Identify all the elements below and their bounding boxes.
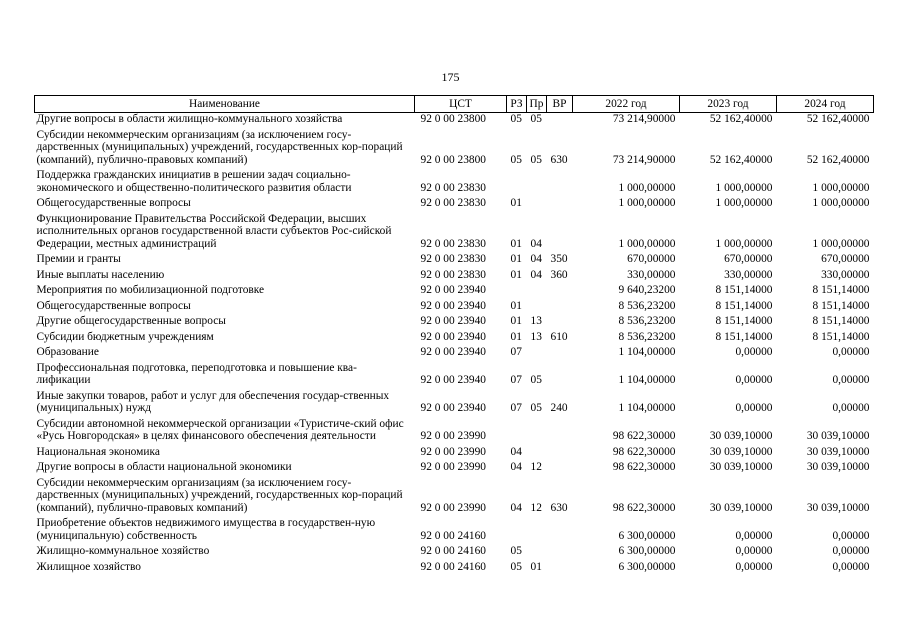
cell-rz — [507, 166, 527, 194]
cell-2024: 8 151,14000 — [812, 315, 870, 327]
cell-2023: 30 039,10000 — [709, 430, 773, 442]
cell-vr — [547, 542, 573, 558]
cell-vr: 360 — [550, 268, 568, 281]
cell-pr: 05 — [530, 374, 542, 386]
cell-cst: 92 0 00 23990 — [420, 445, 486, 458]
cell-2022: 6 300,00000 — [618, 545, 676, 557]
cell-pr — [527, 281, 547, 297]
cell-rz: 04 — [510, 461, 522, 473]
cell-pr — [527, 194, 547, 210]
table-row — [35, 558, 874, 574]
cell-2023: 0,00000 — [735, 374, 773, 386]
cell-rz: 01 — [510, 197, 522, 209]
cell-pr: 12 — [530, 501, 542, 514]
cell-rz: 05 — [510, 560, 522, 573]
cell-2022: 98 622,30000 — [612, 430, 676, 442]
header-rz: РЗ — [507, 96, 527, 113]
cell-2022: 330,00000 — [627, 268, 676, 281]
cell-name: Национальная экономика — [36, 445, 160, 458]
cell-2022: 6 300,00000 — [618, 529, 676, 542]
cell-2024: 1 000,00000 — [812, 237, 870, 250]
cell-pr: 13 — [530, 330, 542, 343]
cell-vr — [547, 415, 573, 443]
cell-vr — [547, 166, 573, 194]
table-row — [35, 297, 874, 313]
cell-rz: 07 — [510, 402, 522, 414]
table-row — [35, 194, 874, 210]
cell-name: Другие общегосударственные вопросы — [36, 315, 226, 327]
cell-2022: 73 214,90000 — [612, 113, 676, 125]
cell-2023: 0,00000 — [735, 529, 773, 542]
table-row — [35, 359, 874, 387]
cell-cst: 92 0 00 23830 — [420, 253, 486, 265]
cell-vr — [547, 343, 573, 359]
cell-2024: 0,00000 — [832, 560, 870, 573]
cell-2023: 30 039,10000 — [709, 445, 773, 458]
cell-rz: 05 — [510, 545, 522, 557]
cell-cst: 92 0 00 23990 — [420, 461, 486, 473]
header-2022: 2022 год — [573, 96, 680, 113]
table-row — [35, 443, 874, 459]
cell-name: Образование — [36, 346, 99, 358]
table-row — [35, 542, 874, 558]
cell-vr — [547, 210, 573, 251]
cell-pr: 04 — [530, 237, 542, 250]
cell-cst: 92 0 00 24160 — [420, 560, 486, 573]
cell-vr: 610 — [550, 330, 568, 343]
header-2024: 2024 год — [777, 96, 874, 113]
cell-vr — [547, 558, 573, 574]
cell-name: Субсидии бюджетным учреждениям — [36, 330, 214, 343]
cell-pr — [527, 343, 547, 359]
cell-pr — [527, 542, 547, 558]
cell-2024: 52 162,40000 — [806, 113, 870, 125]
cell-2023: 330,00000 — [724, 268, 773, 281]
table-row — [35, 266, 874, 282]
table-row — [35, 343, 874, 359]
cell-vr — [547, 297, 573, 313]
cell-cst: 92 0 00 23990 — [420, 501, 486, 514]
cell-rz: 04 — [510, 445, 522, 458]
header-name: Наименование — [35, 96, 415, 113]
header-2023: 2023 год — [680, 96, 777, 113]
cell-2024: 30 039,10000 — [806, 501, 870, 514]
table-header-row — [35, 96, 874, 113]
cell-2023: 52 162,40000 — [709, 153, 773, 166]
cell-pr: 12 — [530, 461, 542, 473]
cell-2023: 30 039,10000 — [709, 461, 773, 473]
table-row — [35, 387, 874, 415]
cell-pr — [527, 415, 547, 443]
cell-2024: 670,00000 — [821, 253, 870, 265]
cell-vr — [547, 312, 573, 328]
cell-name: Поддержка гражданских инициатив в решении задач социально-экономического и общественно-политического развития области — [36, 169, 352, 194]
cell-rz: 01 — [510, 315, 522, 327]
table-row — [35, 166, 874, 194]
header-cst: ЦСТ — [415, 96, 507, 113]
cell-2023: 8 151,14000 — [715, 299, 773, 312]
cell-2022: 670,00000 — [627, 253, 676, 265]
cell-pr — [527, 297, 547, 313]
cell-name: Другие вопросы в области жилищно-коммунального хозяйства — [36, 113, 343, 125]
cell-rz — [507, 415, 527, 443]
cell-rz: 01 — [510, 330, 522, 343]
table-row — [35, 312, 874, 328]
cell-pr: 04 — [530, 253, 542, 265]
page-number: 175 — [441, 70, 460, 84]
cell-2023: 8 151,14000 — [715, 284, 773, 296]
cell-2024: 0,00000 — [832, 346, 870, 358]
cell-cst: 92 0 00 23990 — [420, 430, 486, 442]
cell-pr: 01 — [530, 560, 542, 573]
cell-name: Премии и гранты — [36, 253, 121, 265]
cell-name: Субсидии некоммерческим организациям (за исключением госу-дарственных (муниципальных) учреждений, государственных кор-пораций (компаний), публично-правовых компаний) — [36, 476, 403, 514]
cell-cst: 92 0 00 23940 — [420, 374, 486, 386]
cell-cst: 92 0 00 23830 — [420, 181, 486, 194]
cell-2023: 1 000,00000 — [715, 181, 773, 194]
cell-pr: 05 — [530, 153, 542, 166]
cell-2022: 1 000,00000 — [618, 197, 676, 209]
cell-name: Общегосударственные вопросы — [36, 299, 191, 312]
cell-cst: 92 0 00 23830 — [420, 197, 486, 209]
cell-name: Профессиональная подготовка, переподготовка и повышение ква-лификации — [36, 361, 357, 386]
cell-2022: 8 536,23200 — [618, 330, 676, 343]
cell-rz: 04 — [510, 501, 522, 514]
cell-vr — [547, 281, 573, 297]
table-row — [35, 126, 874, 167]
cell-rz: 05 — [510, 113, 522, 125]
cell-2023: 1 000,00000 — [715, 197, 773, 209]
cell-name: Другие вопросы в области национальной экономики — [36, 461, 292, 473]
cell-2022: 1 000,00000 — [618, 237, 676, 250]
cell-pr: 05 — [530, 402, 542, 414]
cell-rz: 01 — [510, 299, 522, 312]
cell-name: Общегосударственные вопросы — [36, 197, 191, 209]
cell-vr — [547, 514, 573, 542]
cell-vr: 630 — [550, 153, 568, 166]
cell-rz: 01 — [510, 268, 522, 281]
cell-pr: 05 — [530, 113, 542, 125]
cell-cst: 92 0 00 24160 — [420, 545, 486, 557]
cell-rz: 07 — [510, 374, 522, 386]
cell-vr: 630 — [550, 501, 568, 514]
cell-2022: 98 622,30000 — [612, 461, 676, 473]
cell-name: Жилищно-коммунальное хозяйство — [36, 545, 210, 557]
cell-vr — [547, 443, 573, 459]
cell-pr: 13 — [530, 315, 542, 327]
header-vr: ВР — [547, 96, 573, 113]
cell-2022: 8 536,23200 — [618, 315, 676, 327]
cell-name: Иные закупки товаров, работ и услуг для обеспечения государ-ственных (муниципальных) нужд — [36, 389, 390, 414]
cell-rz: 05 — [510, 153, 522, 166]
cell-2022: 98 622,30000 — [612, 501, 676, 514]
cell-cst: 92 0 00 23800 — [420, 113, 486, 125]
table-row — [35, 474, 874, 515]
cell-2022: 1 104,00000 — [618, 374, 676, 386]
budget-table — [34, 95, 874, 573]
cell-pr — [527, 443, 547, 459]
cell-pr: 04 — [530, 268, 542, 281]
cell-cst: 92 0 00 23830 — [420, 268, 486, 281]
cell-2023: 0,00000 — [735, 545, 773, 557]
cell-cst: 92 0 00 23940 — [420, 330, 486, 343]
cell-2024: 330,00000 — [821, 268, 870, 281]
table-row — [35, 210, 874, 251]
cell-pr — [527, 514, 547, 542]
table-row — [35, 113, 874, 126]
cell-cst: 92 0 00 23940 — [420, 284, 486, 296]
cell-2022: 9 640,23200 — [618, 284, 676, 296]
cell-name: Приобретение объектов недвижимого имущества в государствен-ную (муниципальную) собственность — [36, 517, 376, 542]
table-row — [35, 458, 874, 474]
cell-cst: 92 0 00 23940 — [420, 315, 486, 327]
table-row — [35, 514, 874, 542]
cell-2022: 8 536,23200 — [618, 299, 676, 312]
table-row — [35, 281, 874, 297]
table-row — [35, 328, 874, 344]
cell-name: Иные выплаты населению — [36, 268, 165, 281]
cell-vr — [547, 359, 573, 387]
cell-2024: 8 151,14000 — [812, 284, 870, 296]
cell-2024: 30 039,10000 — [806, 430, 870, 442]
cell-2024: 30 039,10000 — [806, 445, 870, 458]
cell-name: Функционирование Правительства Российской Федерации, высших исполнительных органов государственной власти субъектов Рос-сийской Федерации, местных администраций — [36, 212, 392, 250]
table-body — [35, 113, 874, 574]
cell-2023: 52 162,40000 — [709, 113, 773, 125]
cell-2022: 1 104,00000 — [618, 346, 676, 358]
cell-2023: 0,00000 — [735, 402, 773, 414]
cell-2022: 1 000,00000 — [618, 181, 676, 194]
cell-2023: 8 151,14000 — [715, 330, 773, 343]
cell-name: Мероприятия по мобилизационной подготовке — [36, 284, 265, 296]
table-row — [35, 250, 874, 266]
cell-cst: 92 0 00 23800 — [420, 153, 486, 166]
cell-pr — [527, 166, 547, 194]
cell-name: Субсидии некоммерческим организациям (за исключением госу-дарственных (муниципальных) учреждений, государственных кор-пораций (компаний), публично-правовых компаний) — [36, 128, 403, 166]
cell-2024: 1 000,00000 — [812, 197, 870, 209]
cell-rz: 07 — [510, 346, 522, 358]
cell-vr — [547, 194, 573, 210]
cell-rz — [507, 281, 527, 297]
cell-vr — [547, 458, 573, 474]
header-pr: Пр — [527, 96, 547, 113]
cell-2022: 1 104,00000 — [618, 402, 676, 414]
cell-2023: 30 039,10000 — [709, 501, 773, 514]
cell-2023: 1 000,00000 — [715, 237, 773, 250]
cell-cst: 92 0 00 23830 — [420, 237, 486, 250]
cell-2023: 670,00000 — [724, 253, 773, 265]
cell-name: Субсидии автономной некоммерческой организации «Туристиче-ский офис «Русь Новгородская» в целях финансового обеспечения деятельности — [36, 417, 404, 442]
cell-2024: 8 151,14000 — [812, 299, 870, 312]
cell-rz: 01 — [510, 253, 522, 265]
cell-cst: 92 0 00 23940 — [420, 402, 486, 414]
cell-2024: 52 162,40000 — [806, 153, 870, 166]
cell-vr: 240 — [550, 402, 568, 414]
cell-2024: 8 151,14000 — [812, 330, 870, 343]
cell-rz: 01 — [510, 237, 522, 250]
cell-2024: 0,00000 — [832, 374, 870, 386]
cell-rz — [507, 514, 527, 542]
table-row — [35, 415, 874, 443]
cell-2023: 0,00000 — [735, 346, 773, 358]
cell-vr: 350 — [550, 253, 568, 265]
cell-2024: 0,00000 — [832, 402, 870, 414]
cell-vr — [547, 113, 573, 126]
cell-cst: 92 0 00 24160 — [420, 529, 486, 542]
cell-2022: 98 622,30000 — [612, 445, 676, 458]
cell-cst: 92 0 00 23940 — [420, 299, 486, 312]
cell-2023: 0,00000 — [735, 560, 773, 573]
cell-2022: 6 300,00000 — [618, 560, 676, 573]
cell-name: Жилищное хозяйство — [36, 560, 142, 573]
cell-2023: 8 151,14000 — [715, 315, 773, 327]
cell-2024: 0,00000 — [832, 545, 870, 557]
cell-2024: 1 000,00000 — [812, 181, 870, 194]
cell-2024: 0,00000 — [832, 529, 870, 542]
cell-2024: 30 039,10000 — [806, 461, 870, 473]
cell-cst: 92 0 00 23940 — [420, 346, 486, 358]
cell-2022: 73 214,90000 — [612, 153, 676, 166]
